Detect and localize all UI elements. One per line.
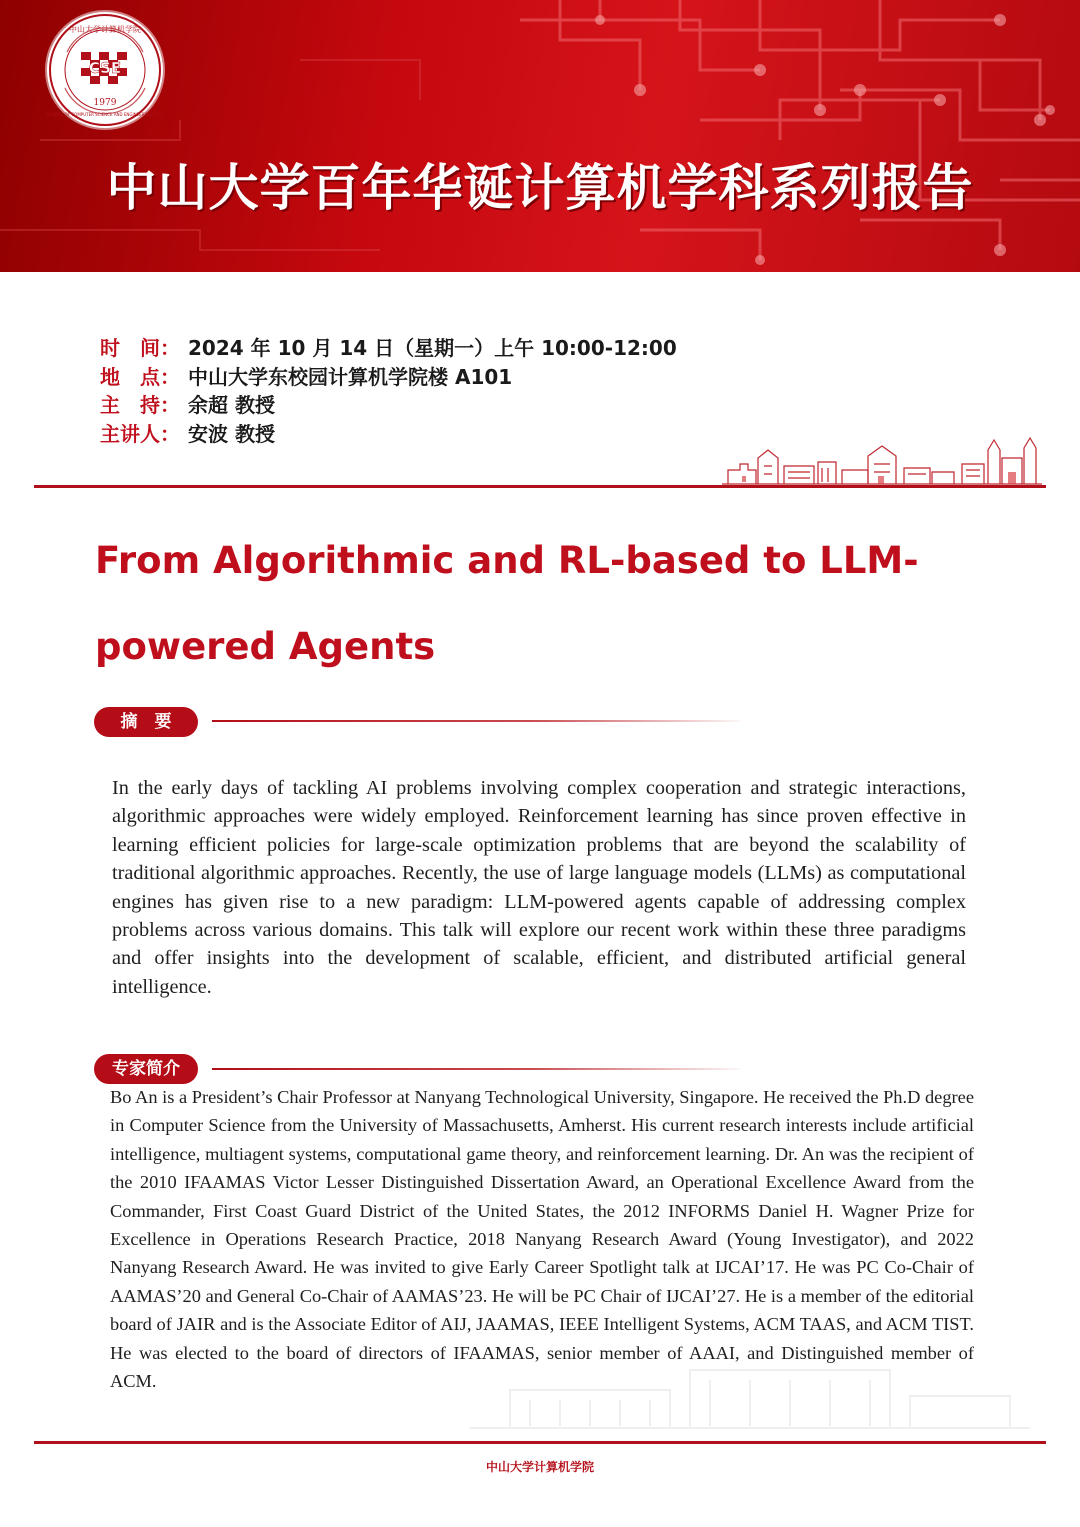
talk-title: From Algorithmic and RL-based to LLM-powered Agents	[95, 539, 919, 668]
bio-heading: 专家简介	[94, 1054, 198, 1084]
logo-ring-text: 中山大学计算机学院	[69, 25, 141, 34]
university-logo	[47, 12, 163, 128]
info-host-label: 主 持：	[100, 393, 180, 417]
info-time-value: 2024 年 10 月 14 日（星期一）上午 10:00-12:00	[188, 336, 677, 360]
campus-skyline-icon	[718, 436, 1046, 486]
info-speaker-row	[100, 420, 677, 449]
logo-monogram: CSE	[88, 59, 122, 77]
info-speaker-value: 安波 教授	[188, 421, 275, 446]
info-place-value: 中山大学东校园计算机学院楼 A101	[188, 364, 513, 389]
bio-heading-line	[212, 1068, 740, 1070]
info-place-label: 地 点：	[100, 364, 180, 389]
abstract-heading: 摘 要	[94, 707, 198, 737]
footer-school-name: 中山大学计算机学院	[485, 1460, 594, 1474]
info-time-label: 时 间：	[100, 336, 180, 360]
header-banner	[0, 0, 1080, 272]
logo-year: 1979	[93, 98, 117, 108]
info-time-row	[100, 334, 677, 363]
event-info	[100, 334, 677, 448]
header-divider	[34, 485, 1046, 488]
info-place-row	[100, 363, 677, 392]
footer-divider	[34, 1441, 1046, 1444]
logo-ring-text-en: SCHOOL OF COMPUTER SCIENCE AND ENGINEERING SYSU	[47, 112, 163, 117]
info-host-value: 余超 教授	[188, 393, 275, 417]
logo-emblem-icon	[47, 12, 163, 128]
info-host-row	[100, 391, 677, 420]
info-speaker-label: 主讲人：	[100, 421, 180, 446]
building-watermark-icon	[470, 1360, 1030, 1430]
series-title: 中山大学百年华诞计算机学科系列报告	[106, 159, 974, 217]
abstract-text: In the early days of tackling AI problems involving complex cooperation and strategic interactions, algorithmic approaches were widely employed. Reinforcement learning has since proven effective in learning efficient policies for large-scale optimization problems that are beyond the scalability of traditional algorithmic approaches. Recently, the use of large language models (LLMs) as computational engines has given rise to a new paradigm: LLM-powered agents capable of addressing complex problems across various domains. This talk will explore our recent work within these three paradigms and offer insights into the development of scalable, efficient, and distributed artificial general intelligence.	[112, 777, 966, 998]
abstract-heading-line	[212, 720, 740, 722]
bio-text: Bo An is a President’s Chair Professor at Nanyang Technological University, Singapore. He received the Ph.D degree in Computer Science from the University of Massachusetts, Amherst. His current research interests include artificial intelligence, multiagent systems, computational game theory, and reinforcement learning. Dr. An was the recipient of the 2010 IFAAMAS Victor Lesser Distinguished Dissertation Award, an Operational Excellence Award from the Commander, First Coast Guard District of the United States, the 2012 INFORMS Daniel H. Wagner Prize for Excellence in Operations Research Practice, 2018 Nanyang Research Award (Young Investigator), and 2022 Nanyang Research Award. He was invited to give Early Career Spotlight talk at IJCAI’17. He was PC Co-Chair of AAMAS’20 and General Co-Chair of AAMAS’23. He will be PC Chair of IJCAI’27. He is a member of the editorial board of JAIR and is the Associate Editor of AIJ, JAAMAS, IEEE Intelligent Systems, ACM TAAS, and ACM TIST. He was elected to the board of directors of IFAAMAS, senior member of AAAI, and Distinguished member of ACM.	[110, 1087, 974, 1392]
